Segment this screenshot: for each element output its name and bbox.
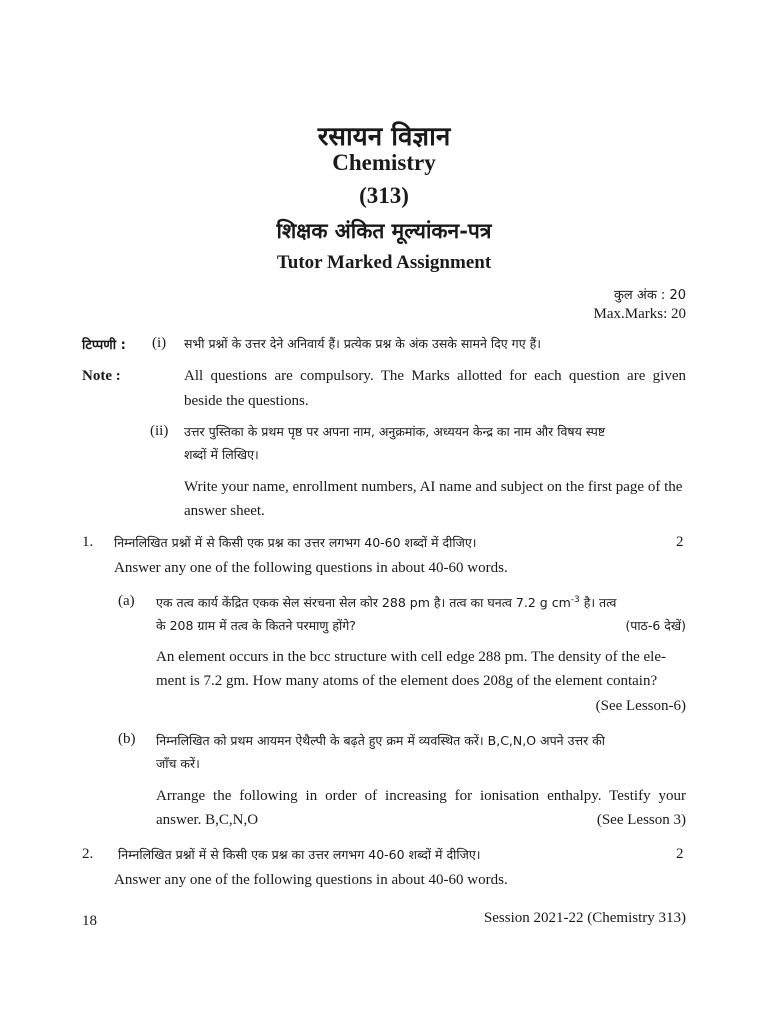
q1b-hindi-line1: निम्नलिखित को प्रथम आयमन ऐथैल्पी के बढ़ते हुए क्रम में व्यवस्थित करें। B,C,N,O अपने उत्तर की — [156, 733, 606, 748]
q1a-english-line2: ment is 7.2 gm. How many atoms of the element does 208g of the element contain? — [156, 673, 658, 689]
note-2-english-line2: answer sheet. — [184, 503, 265, 519]
q1-english: Answer any one of the following questions in about 40-60 words. — [114, 560, 508, 576]
q1a-hindi-line2: के 208 ग्राम में तत्व के कितने परमाणु होंगे? — [156, 618, 356, 633]
subtitle-english: Tutor Marked Assignment — [276, 252, 492, 273]
q1-number: 1. — [82, 534, 94, 550]
q1a-english-line1: An element occurs in the bcc structure with cell edge 288 pm. The density of the ele- — [156, 649, 666, 665]
page-number: 18 — [82, 913, 97, 929]
q1b-english-line2: answer. B,C,N,O — [156, 812, 259, 828]
note-1-english-line1: All questions are compulsory. The Marks allotted for each question are given — [184, 368, 686, 384]
q1a-label: (a) — [118, 593, 135, 609]
title-hindi: रसायन विज्ञान — [317, 122, 451, 152]
note-2-hindi-line1: उत्तर पुस्तिका के प्रथम पृष्ठ पर अपना नाम, अनुक्रमांक, अध्ययन केन्द्र का नाम और विषय स्पष्ट — [184, 424, 606, 439]
q2-hindi: निम्नलिखित प्रश्नों में से किसी एक प्रश्न का उत्तर लगभग 40-60 शब्दों में दीजिए। — [118, 847, 481, 862]
course-code: (313) — [359, 183, 409, 208]
q1b-english-line1: Arrange the following in order of increasing for ionisation enthalpy. Testify your — [156, 788, 686, 804]
note-2-number: (ii) — [150, 423, 169, 439]
q2-number: 2. — [82, 846, 94, 862]
q1b-english-reference: (See Lesson 3) — [596, 812, 686, 828]
session-footer: Session 2021-22 (Chemistry 313) — [483, 910, 686, 926]
q1b-hindi-line2: जाँच करें। — [156, 756, 200, 771]
subtitle-hindi: शिक्षक अंकित मूल्यांकन-पत्र — [276, 218, 492, 243]
q1-hindi: निम्नलिखित प्रश्नों में से किसी एक प्रश्न का उत्तर लगभग 40-60 शब्दों में दीजिए। — [114, 535, 477, 550]
q1a-hindi-reference: (पाठ-6 देखें) — [625, 618, 686, 633]
note-label-english: Note : — [82, 368, 121, 384]
note-label-hindi: टिप्पणी : — [82, 338, 126, 353]
note-2-hindi-line2: शब्दों में लिखिए। — [184, 447, 259, 462]
max-marks-english: Max.Marks: 20 — [593, 306, 686, 322]
q1a-superscript: -3 — [570, 594, 580, 605]
note-1-english-line2: beside the questions. — [184, 393, 309, 409]
note-2-english-line1: Write your name, enrollment numbers, AI name and subject on the first page of the — [184, 479, 683, 495]
note-1-hindi: सभी प्रश्नों के उत्तर देने अनिवार्य हैं। प्रत्येक प्रश्न के अंक उसके सामने दिए गए हैं। — [184, 336, 541, 351]
q2-marks: 2 — [676, 846, 684, 862]
q1a-english-reference: (See Lesson-6) — [595, 698, 686, 714]
max-marks-hindi: कुल अंक : 20 — [613, 288, 686, 303]
q1a-hindi-line1: एक तत्व कार्य केंद्रित एकक सेल संरचना सेल कोर 288 pm है। तत्व का घनत्व 7.2 g $cm^{-3}$ है। तत्व — [156, 594, 617, 610]
title-english: Chemistry — [332, 150, 436, 175]
q1b-label: (b) — [118, 731, 136, 747]
q1-marks: 2 — [676, 534, 684, 550]
note-1-number: (i) — [152, 335, 167, 351]
q2-english: Answer any one of the following questions in about 40-60 words. — [114, 872, 508, 888]
